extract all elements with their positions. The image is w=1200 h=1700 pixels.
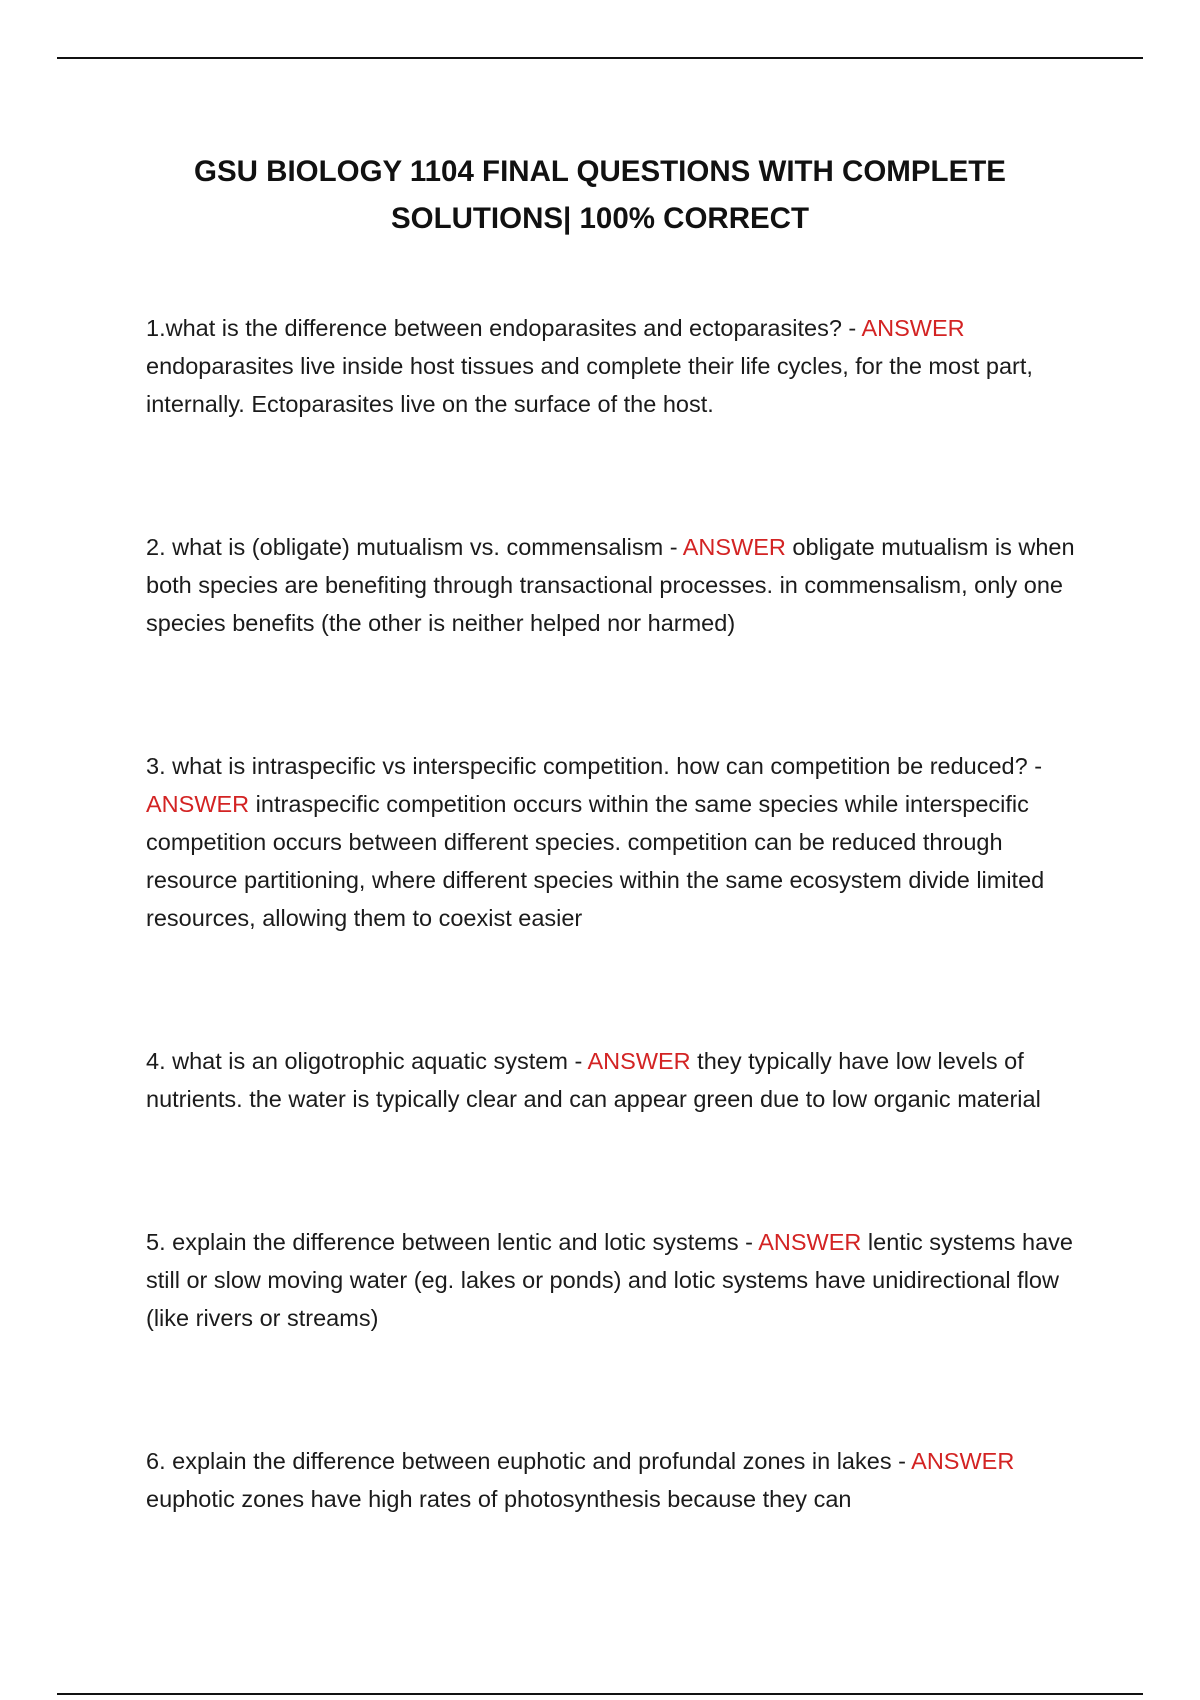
qa-item-4 xyxy=(146,1042,1096,1118)
question-text: 4. what is an oligotrophic aquatic system - xyxy=(146,1048,588,1074)
qa-list xyxy=(146,309,1096,1518)
answer-label: ANSWER xyxy=(146,791,250,817)
answer-label: ANSWER xyxy=(758,1229,862,1255)
answer-text: obligate mutualism is when both species are benefiting through transactional processes. in commensalism, only one species benefits (the other is neither helped nor harmed) xyxy=(146,534,1075,636)
document-title: GSU BIOLOGY 1104 FINAL QUESTIONS WITH COMPLETE SOLUTIONS| 100% CORRECT xyxy=(194,155,1006,235)
answer-text: euphotic zones have high rates of photosynthesis because they can xyxy=(146,1486,852,1512)
qa-item-1 xyxy=(146,309,1096,423)
question-text: 2. what is (obligate) mutualism vs. commensalism - xyxy=(146,534,683,560)
answer-label: ANSWER xyxy=(861,315,965,341)
answer-text: endoparasites live inside host tissues and complete their life cycles, for the most part, internally. Ectoparasites live on the surface of the host. xyxy=(146,353,1033,417)
question-text: 3. what is intraspecific vs interspecific competition. how can competition be reduced? - xyxy=(146,753,1043,779)
answer-text: lentic systems have still or slow moving water (eg. lakes or ponds) and lotic systems have unidirectional flow (like rivers or streams) xyxy=(146,1229,1073,1331)
qa-item-3 xyxy=(146,747,1096,937)
top-divider xyxy=(57,57,1143,59)
qa-item-6 xyxy=(146,1442,1096,1518)
qa-item-5 xyxy=(146,1223,1096,1337)
bottom-divider xyxy=(57,1693,1143,1695)
answer-label: ANSWER xyxy=(911,1448,1015,1474)
answer-text: intraspecific competition occurs within the same species while interspecific competition occurs between different species. competition can be reduced through resource partitioning, where different species within the same ecosystem divide limited resources, allowing them to coexist easier xyxy=(146,791,1045,931)
question-text: 6. explain the difference between euphotic and profundal zones in lakes - xyxy=(146,1448,912,1474)
answer-text: they typically have low levels of nutrients. the water is typically clear and can appear green due to low organic material xyxy=(146,1048,1041,1112)
answer-label: ANSWER xyxy=(682,534,786,560)
qa-item-2 xyxy=(146,528,1096,642)
question-text: 1.what is the difference between endoparasites and ectoparasites? - xyxy=(146,315,862,341)
answer-label: ANSWER xyxy=(587,1048,691,1074)
question-text: 5. explain the difference between lentic and lotic systems - xyxy=(146,1229,759,1255)
